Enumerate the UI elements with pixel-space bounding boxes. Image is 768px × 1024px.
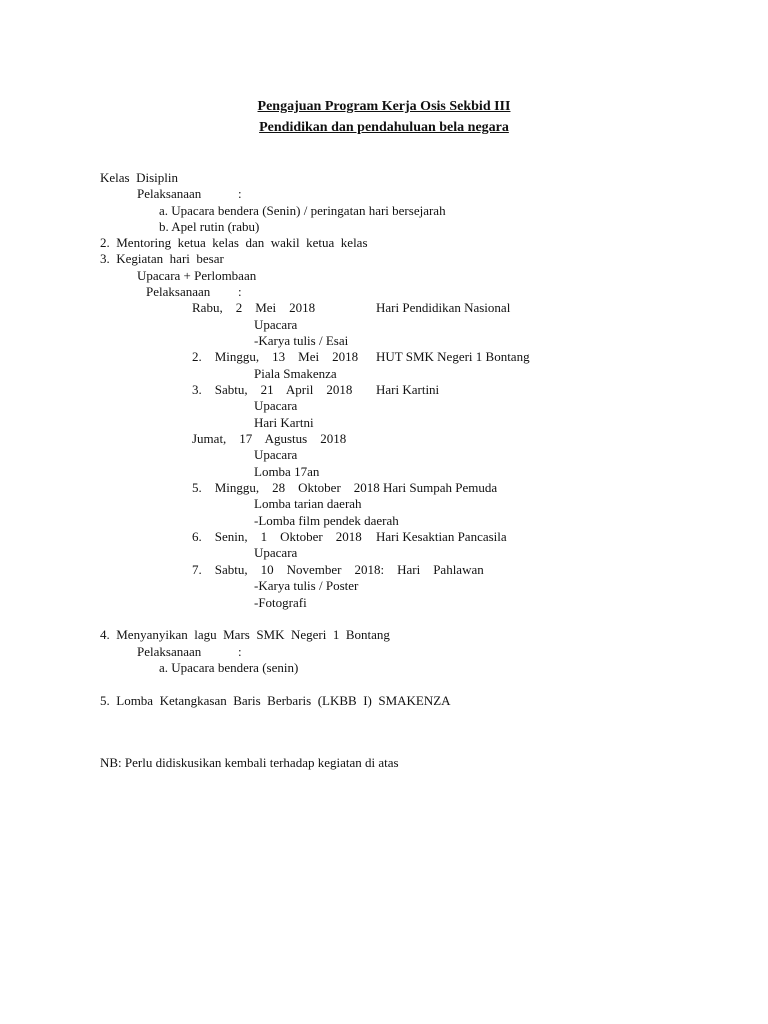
event-detail: -Lomba film pendek daerah — [254, 513, 399, 528]
event-detail: Hari Kartni — [254, 415, 314, 430]
document-subtitle: Pendidikan dan pendahuluan bela negara — [259, 120, 509, 135]
event-detail: Lomba 17an — [254, 464, 320, 479]
item4-heading: 4. Menyanyikan lagu Mars SMK Negeri 1 Bontang — [100, 627, 390, 642]
event-date: 3. Sabtu, 21 April 2018 — [192, 382, 353, 397]
item3-subheading: Upacara + Perlombaan — [137, 268, 257, 283]
event-date: 6. Senin, 1 Oktober 2018 — [192, 529, 362, 544]
event-name: Hari Kesaktian Pancasila — [376, 529, 507, 544]
item4-point-a: a. Upacara bendera (senin) — [159, 660, 299, 675]
item5-heading: 5. Lomba Ketangkasan Baris Berbaris (LKBB I) SMAKENZA — [100, 693, 451, 708]
item3-pelaksanaan-label: Pelaksanaan — [146, 284, 211, 299]
item3-heading: 3. Kegiatan hari besar — [100, 251, 224, 266]
event-detail: Piala Smakenza — [254, 366, 337, 381]
event-detail: -Karya tulis / Esai — [254, 333, 349, 348]
item4-colon: : — [238, 644, 242, 659]
event-detail: Lomba tarian daerah — [254, 496, 362, 511]
event-date: 2. Minggu, 13 Mei 2018 — [192, 349, 359, 364]
event-detail: Upacara — [254, 317, 298, 332]
item3-colon: : — [238, 284, 242, 299]
item4-pelaksanaan-label: Pelaksanaan — [137, 644, 202, 659]
event-detail: Upacara — [254, 447, 298, 462]
item1-point-b: b. Apel rutin (rabu) — [159, 219, 260, 234]
event-name: Hari Kartini — [376, 382, 440, 397]
event-date: 7. Sabtu, 10 November 2018: Hari Pahlawan — [192, 562, 484, 577]
document-title: Pengajuan Program Kerja Osis Sekbid III — [257, 99, 511, 114]
event-date: 5. Minggu, 28 Oktober 2018 Hari Sumpah Pemuda — [192, 480, 498, 495]
event-detail: -Karya tulis / Poster — [254, 578, 359, 593]
event-name: HUT SMK Negeri 1 Bontang — [376, 349, 530, 364]
event-date: Rabu, 2 Mei 2018 — [192, 300, 316, 315]
event-date: Jumat, 17 Agustus 2018 — [192, 431, 347, 446]
event-detail: Upacara — [254, 398, 298, 413]
event-detail: -Fotografi — [254, 595, 307, 610]
event-detail: Upacara — [254, 545, 298, 560]
event-name: Hari Pendidikan Nasional — [376, 300, 511, 315]
item1-colon: : — [238, 186, 242, 201]
item1-pelaksanaan-label: Pelaksanaan — [137, 186, 202, 201]
item2-heading: 2. Mentoring ketua kelas dan wakil ketua kelas — [100, 235, 368, 250]
item1-point-a: a. Upacara bendera (Senin) / peringatan hari bersejarah — [159, 203, 446, 218]
footnote: NB: Perlu didiskusikan kembali terhadap kegiatan di atas — [100, 755, 399, 770]
item1-heading: Kelas Disiplin — [100, 170, 178, 185]
